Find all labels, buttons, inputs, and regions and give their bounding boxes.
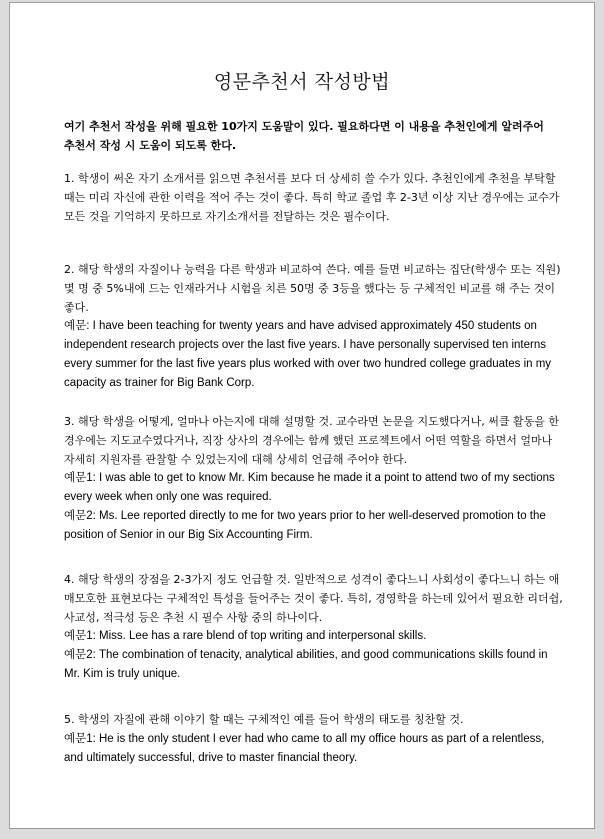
section-5 (64, 711, 564, 767)
example-text: 예문2: Ms. Lee reported directly to me for two years prior to her well-deserved promotion to the position of Senior in our Big Six Accounting Firm. (64, 509, 546, 541)
section-text: 4. 해당 학생의 장점을 2-3가지 정도 언급할 것. 일반적으로 성격이 좋다느니 사회성이 좋다느니 하는 애매모호한 표현보다는 구체적인 특성을 들어주는 것이 좋다. 특히, 경영학을 하는데 있어서 필요한 리더쉽, 사교성, 적극성 등은 추천 시 필수 사항 중의 하나이다. (64, 573, 563, 624)
section-3 (64, 413, 564, 545)
section-1 (64, 170, 564, 226)
example-text: 예문: I have been teaching for twenty years and have advised approximately 450 students on independent research projects over the last five years. I have personally supervised ten interns every summer for the last five years plus worked with over two hundred college graduates in my capacity as trainer for Big Bank Corp. (64, 320, 552, 389)
section-text: 3. 해당 학생을 어떻게, 얼마나 아는지에 대해 설명할 것. 교수라면 논문을 지도했다거나, 써클 활동을 한 경우에는 지도교수였다거나, 직장 상사의 경우에는 함께 했던 프로젝트에서 어떤 역할을 하면서 얼마나 자세히 지원자를 관찰할 수 있었는지에 대해 상세히 언급해 주어야 한다. (64, 415, 559, 466)
section-4 (64, 571, 564, 684)
example-text: 예문1: I was able to get to know Mr. Kim because he made it a point to attend two of my sections every week when only one was required. (64, 472, 555, 504)
section-text: 1. 학생이 써온 자기 소개서를 읽으면 추천서를 보다 더 상세히 쓸 수가 있다. 추천인에게 추천을 부탁할 때는 미리 자신에 관한 이력을 적어 주는 것이 좋다. 특히 학교 졸업 후 2-3년 이상 지난 경우에는 교수가 모든 것을 기억하지 못하므로 자기소개서를 전달하는 것은 필수이다. (64, 172, 560, 223)
example-text: 예문1: He is the only student I ever had who came to all my office hours as part of a relentless, and ultimately successful, drive to master financial theory. (64, 732, 545, 764)
example-text: 예문1: Miss. Lee has a rare blend of top writing and interpersonal skills. (64, 630, 427, 643)
document-title: 영문추천서 작성방법 (213, 71, 391, 93)
document-page (9, 2, 595, 829)
section-2 (64, 261, 564, 393)
example-text: 예문2: The combination of tenacity, analytical abilities, and good communications skills found in Mr. Kim is truly unique. (64, 649, 548, 680)
section-text: 2. 해당 학생의 자질이나 능력을 다른 학생과 비교하여 쓴다. 예를 들면 비교하는 집단(학생수 또는 직원) 몇 명 중 5%내에 드는 인재라거나 시험을 치른 50명 중 3등을 했다는 등 구체적인 비교를 해 주는 것이 좋다. (64, 263, 561, 314)
section-text: 5. 학생의 자질에 관해 이야기 할 때는 구체적인 예를 들어 학생의 태도를 칭찬할 것. (64, 713, 464, 726)
intro-paragraph: 여기 추천서 작성을 위해 필요한 10가지 도움말이 있다. 필요하다면 이 내용을 추천인에게 알려주어 추천서 작성 시 도움이 되도록 한다. (64, 120, 544, 152)
